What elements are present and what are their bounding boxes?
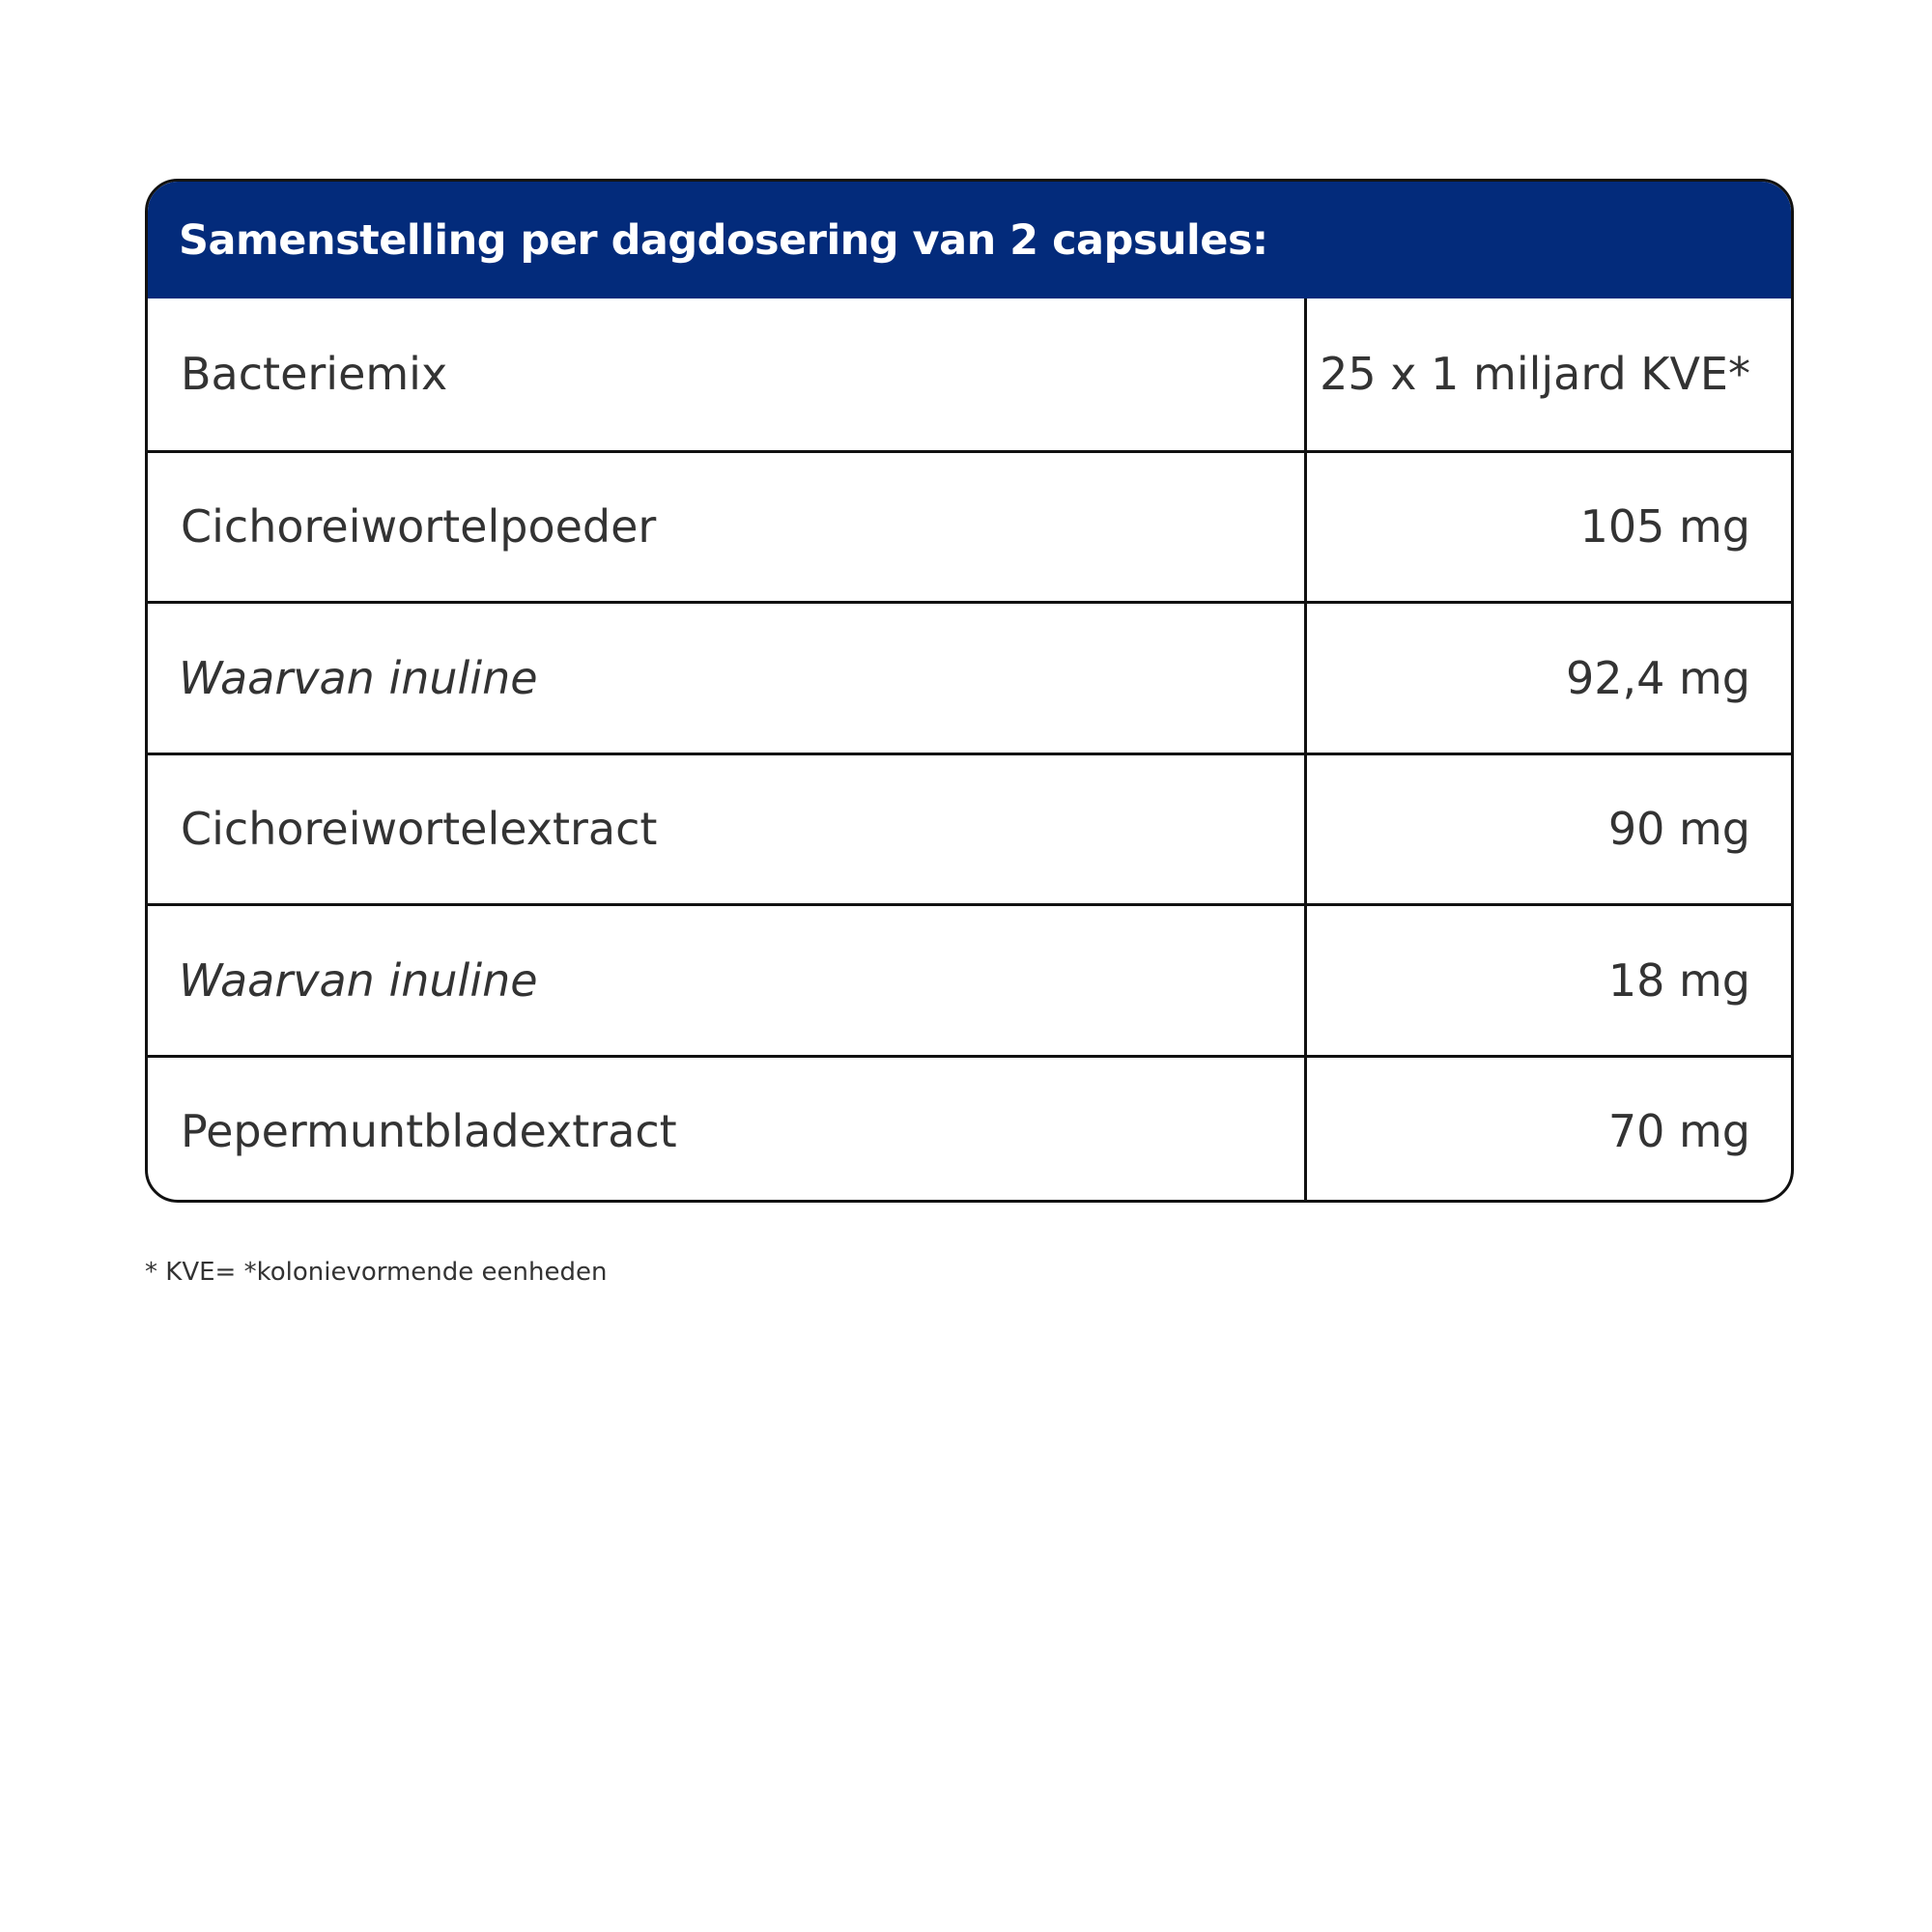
ingredient-name: Cichoreiwortelpoeder bbox=[148, 453, 1307, 602]
ingredient-name: Cichoreiwortelextract bbox=[148, 755, 1307, 904]
ingredient-name: Waarvan inuline bbox=[148, 906, 1307, 1055]
composition-table bbox=[145, 179, 1794, 1203]
table-body bbox=[148, 298, 1791, 1203]
ingredient-name: Bacteriemix bbox=[148, 298, 1307, 450]
ingredient-amount: 25 x 1 miljard KVE* bbox=[1320, 348, 1750, 401]
table-row bbox=[148, 298, 1791, 450]
ingredient-name: Pepermuntbladextract bbox=[148, 1058, 1307, 1204]
ingredient-amount: 105 mg bbox=[1579, 500, 1750, 554]
table-row bbox=[148, 903, 1791, 1055]
ingredient-amount: 90 mg bbox=[1607, 803, 1750, 856]
table-header: Samenstelling per dagdosering van 2 capsules: bbox=[148, 182, 1791, 298]
table-row bbox=[148, 601, 1791, 753]
footnote: * KVE= *kolonievormende eenheden bbox=[145, 1258, 608, 1287]
table-row bbox=[148, 753, 1791, 904]
table-row bbox=[148, 1055, 1791, 1204]
ingredient-amount: 92,4 mg bbox=[1565, 651, 1750, 704]
ingredient-amount: 18 mg bbox=[1607, 953, 1750, 1007]
ingredient-amount: 70 mg bbox=[1607, 1105, 1750, 1158]
table-row bbox=[148, 450, 1791, 602]
ingredient-name: Waarvan inuline bbox=[148, 604, 1307, 753]
